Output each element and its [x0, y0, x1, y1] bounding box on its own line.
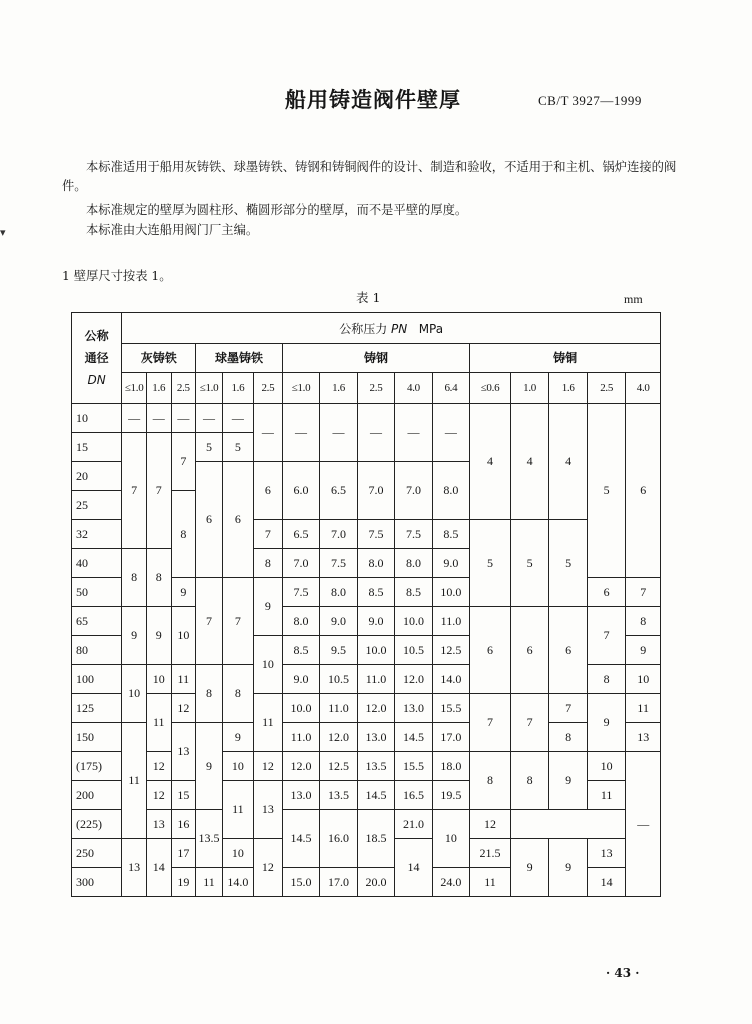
- thickness-cell: 21.0: [395, 810, 432, 839]
- pressure-cell: 6.4: [432, 373, 469, 404]
- thickness-cell: 8.5: [282, 636, 319, 665]
- thickness-cell: 7.0: [357, 462, 394, 520]
- thickness-cell: 8: [549, 723, 588, 752]
- pressure-cell: 2.5: [587, 373, 626, 404]
- ductile-iron-header: 球墨铸铁: [196, 344, 283, 373]
- thickness-cell: 11: [171, 665, 196, 694]
- thickness-cell: 12: [146, 752, 171, 781]
- thickness-cell: 11: [146, 694, 171, 752]
- dn-cell: (225): [72, 810, 122, 839]
- thickness-cell: 7.0: [395, 462, 432, 520]
- thickness-cell: 14.5: [282, 810, 319, 868]
- thickness-cell: 8: [222, 665, 253, 723]
- thickness-cell: 8: [171, 491, 196, 578]
- cast-bronze-header: 铸铜: [470, 344, 661, 373]
- thickness-cell: 8: [253, 549, 282, 578]
- pressure-cell: 2.5: [357, 373, 394, 404]
- thickness-cell: 10.0: [432, 578, 469, 607]
- thickness-cell: 18.0: [432, 752, 469, 781]
- clause-1: 1 壁厚尺寸按表 1。: [62, 269, 172, 283]
- dn-header: 公称 通径 DN: [72, 313, 122, 404]
- thickness-cell: 6: [253, 462, 282, 520]
- thickness-cell: 8: [587, 665, 626, 694]
- thickness-cell: 11: [253, 694, 282, 752]
- thickness-cell: 9: [510, 839, 549, 897]
- document-title: 船用铸造阀件壁厚: [285, 88, 461, 112]
- dn-cell: 65: [72, 607, 122, 636]
- thickness-cell: 12: [253, 752, 282, 781]
- thickness-cell: 6.0: [282, 462, 319, 520]
- thickness-cell: 10.5: [320, 665, 357, 694]
- thickness-cell: 16.0: [320, 810, 357, 868]
- thickness-cell: 13: [253, 781, 282, 839]
- thickness-cell: 10: [626, 665, 661, 694]
- dn-cell: 32: [72, 520, 122, 549]
- thickness-cell: 10: [122, 665, 147, 723]
- thickness-cell: 14: [587, 868, 626, 897]
- thickness-cell: 4: [549, 404, 588, 520]
- gray-iron-header: 灰铸铁: [122, 344, 196, 373]
- thickness-cell: 5: [510, 520, 549, 607]
- thickness-cell: 14.0: [222, 868, 253, 897]
- thickness-cell: 7: [171, 433, 196, 491]
- thickness-cell: —: [626, 752, 661, 897]
- thickness-cell: 7: [146, 433, 171, 549]
- thickness-cell: 15.5: [395, 752, 432, 781]
- thickness-cell: —: [222, 404, 253, 433]
- thickness-cell: 8.0: [357, 549, 394, 578]
- thickness-cell: —: [196, 404, 223, 433]
- thickness-cell: 9: [549, 839, 588, 897]
- dn-cell: 200: [72, 781, 122, 810]
- thickness-cell: 6.5: [320, 462, 357, 520]
- thickness-cell: 11: [587, 781, 626, 810]
- thickness-cell: 17.0: [320, 868, 357, 897]
- thickness-cell: 13.5: [320, 781, 357, 810]
- pressure-cell: 1.6: [146, 373, 171, 404]
- thickness-cell: 13: [626, 723, 661, 752]
- pressure-cell: 1.0: [510, 373, 549, 404]
- pressure-cell: ≤1.0: [196, 373, 223, 404]
- thickness-cell: 19: [171, 868, 196, 897]
- thickness-cell: 4: [470, 404, 511, 520]
- dn-cell: 100: [72, 665, 122, 694]
- thickness-cell: 19.5: [432, 781, 469, 810]
- thickness-cell: 12: [253, 839, 282, 897]
- thickness-cell: 7: [549, 694, 588, 723]
- thickness-cell: 8.0: [432, 462, 469, 520]
- thickness-cell: 15.0: [282, 868, 319, 897]
- thickness-cell: 12: [470, 810, 511, 839]
- thickness-cell: 7: [587, 607, 626, 665]
- thickness-cell: 14: [395, 839, 432, 897]
- thickness-cell: 9.0: [357, 607, 394, 636]
- thickness-cell: 6.5: [282, 520, 319, 549]
- thickness-cell: 13: [171, 723, 196, 781]
- dn-cell: 250: [72, 839, 122, 868]
- thickness-cell: —: [432, 404, 469, 462]
- thickness-cell: 13.0: [282, 781, 319, 810]
- thickness-cell: 11: [470, 868, 511, 897]
- thickness-cell: 7: [122, 433, 147, 549]
- thickness-cell: 17.0: [432, 723, 469, 752]
- thickness-cell: 11: [626, 694, 661, 723]
- thickness-cell: 6: [587, 578, 626, 607]
- thickness-cell: 9.0: [320, 607, 357, 636]
- thickness-cell: 6: [196, 462, 223, 578]
- thickness-cell: 11.0: [282, 723, 319, 752]
- pressure-cell: 2.5: [171, 373, 196, 404]
- pressure-header: 公称压力 PN MPa: [122, 313, 661, 344]
- pressure-cell: 1.6: [222, 373, 253, 404]
- thickness-cell: 9.0: [432, 549, 469, 578]
- thickness-cell: 13: [146, 810, 171, 839]
- thickness-cell: 11.0: [432, 607, 469, 636]
- thickness-cell: 9.0: [282, 665, 319, 694]
- thickness-cell: 5: [587, 404, 626, 578]
- dn-cell: 25: [72, 491, 122, 520]
- thickness-cell: 13: [587, 839, 626, 868]
- definition-paragraph: 本标准规定的壁厚为圆柱形、椭圆形部分的壁厚，而不是平壁的厚度。: [86, 203, 468, 217]
- thickness-cell: 12.0: [282, 752, 319, 781]
- thickness-cell: 10.0: [282, 694, 319, 723]
- thickness-cell: 16.5: [395, 781, 432, 810]
- thickness-cell: 10: [222, 752, 253, 781]
- thickness-cell: 4: [510, 404, 549, 520]
- thickness-cell: 17: [171, 839, 196, 868]
- pressure-cell: ≤0.6: [470, 373, 511, 404]
- thickness-cell: 12.0: [395, 665, 432, 694]
- page-number: · 43 ·: [606, 966, 640, 980]
- thickness-cell: —: [171, 404, 196, 433]
- dn-cell: 300: [72, 868, 122, 897]
- thickness-cell: 14.5: [357, 781, 394, 810]
- scope-paragraph: 本标准适用于船用灰铸铁、球墨铸铁、铸钢和铸铜阀件的设计、制造和验收，不适用于和主机、锅炉连接的阀件。: [62, 160, 677, 193]
- table-unit: mm: [624, 292, 643, 306]
- thickness-cell: 10.0: [395, 607, 432, 636]
- thickness-cell: 7.0: [282, 549, 319, 578]
- thickness-cell: 8.0: [282, 607, 319, 636]
- thickness-cell: 11.0: [320, 694, 357, 723]
- thickness-cell: 12.0: [357, 694, 394, 723]
- thickness-cell: 7: [253, 520, 282, 549]
- thickness-cell: 13.5: [196, 810, 223, 868]
- dn-cell: 15: [72, 433, 122, 462]
- dn-cell: 20: [72, 462, 122, 491]
- thickness-cell: 9: [196, 723, 223, 810]
- thickness-cell: 9: [171, 578, 196, 607]
- thickness-cell: 5: [222, 433, 253, 462]
- standard-code: CB/T 3927—1999: [538, 93, 642, 108]
- thickness-cell: —: [395, 404, 432, 462]
- thickness-cell: 9: [253, 578, 282, 636]
- thickness-cell: —: [320, 404, 357, 462]
- thickness-cell: 8.0: [395, 549, 432, 578]
- thickness-cell: 24.0: [432, 868, 469, 897]
- thickness-cell: 8: [510, 752, 549, 810]
- thickness-cell: 7.5: [395, 520, 432, 549]
- thickness-cell: 15: [171, 781, 196, 810]
- thickness-cell: 12: [171, 694, 196, 723]
- thickness-cell: 12.5: [320, 752, 357, 781]
- thickness-cell: —: [282, 404, 319, 462]
- table-caption: 表 1: [356, 290, 381, 305]
- wall-thickness-table: [71, 312, 661, 897]
- thickness-cell: 6: [470, 607, 511, 694]
- thickness-cell: 8.0: [320, 578, 357, 607]
- thickness-cell: 7: [626, 578, 661, 607]
- thickness-cell: —: [146, 404, 171, 433]
- thickness-cell: 10: [587, 752, 626, 781]
- thickness-cell: 15.5: [432, 694, 469, 723]
- thickness-cell: 8.5: [357, 578, 394, 607]
- thickness-cell: —: [357, 404, 394, 462]
- thickness-cell: 8: [196, 665, 223, 723]
- thickness-cell: 12.5: [432, 636, 469, 665]
- thickness-cell: 8: [146, 549, 171, 607]
- thickness-cell: 7.5: [357, 520, 394, 549]
- thickness-cell: 18.5: [357, 810, 394, 868]
- thickness-cell: 9: [146, 607, 171, 665]
- thickness-cell: 10: [146, 665, 171, 694]
- pressure-cell: 4.0: [395, 373, 432, 404]
- thickness-cell: 6: [510, 607, 549, 694]
- thickness-cell: 9: [587, 694, 626, 752]
- thickness-cell: 12: [146, 781, 171, 810]
- thickness-cell: 14.5: [395, 723, 432, 752]
- thickness-cell: 8: [470, 752, 511, 810]
- thickness-cell: 9: [626, 636, 661, 665]
- thickness-cell: 7: [222, 578, 253, 665]
- pressure-cell: ≤1.0: [282, 373, 319, 404]
- pressure-cell: 1.6: [549, 373, 588, 404]
- dn-cell: 150: [72, 723, 122, 752]
- thickness-cell: 7: [470, 694, 511, 752]
- pressure-cell: 4.0: [626, 373, 661, 404]
- margin-mark: ▾: [0, 226, 6, 239]
- dn-cell: 50: [72, 578, 122, 607]
- thickness-cell: 7: [510, 694, 549, 752]
- thickness-cell: 13.5: [357, 752, 394, 781]
- thickness-cell: 10.0: [357, 636, 394, 665]
- thickness-cell: 10: [171, 607, 196, 665]
- dn-cell: 10: [72, 404, 122, 433]
- thickness-cell: —: [253, 404, 282, 462]
- thickness-cell: 13.0: [395, 694, 432, 723]
- thickness-cell: 5: [549, 520, 588, 607]
- thickness-cell: 6: [222, 462, 253, 578]
- thickness-cell: 5: [196, 433, 223, 462]
- thickness-cell: 7.5: [282, 578, 319, 607]
- thickness-cell: 9: [549, 752, 588, 810]
- dn-cell: 80: [72, 636, 122, 665]
- thickness-cell: 20.0: [357, 868, 394, 897]
- pressure-cell: 1.6: [320, 373, 357, 404]
- thickness-cell: 10: [432, 810, 469, 868]
- thickness-cell: 7.5: [320, 549, 357, 578]
- thickness-cell: 7.0: [320, 520, 357, 549]
- dn-cell: (175): [72, 752, 122, 781]
- thickness-cell: 6: [549, 607, 588, 694]
- thickness-cell: 11: [222, 781, 253, 839]
- thickness-cell: 7: [196, 578, 223, 665]
- dn-cell: 40: [72, 549, 122, 578]
- drafter-paragraph: 本标准由大连船用阀门厂主编。: [86, 223, 259, 237]
- thickness-cell: —: [122, 404, 147, 433]
- thickness-cell: 14.0: [432, 665, 469, 694]
- thickness-cell: 13: [122, 839, 147, 897]
- thickness-cell: 11: [122, 723, 147, 839]
- thickness-cell: 8.5: [395, 578, 432, 607]
- thickness-cell: 9: [222, 723, 253, 752]
- thickness-cell: 10.5: [395, 636, 432, 665]
- dn-cell: 125: [72, 694, 122, 723]
- thickness-cell: 12.0: [320, 723, 357, 752]
- thickness-cell: 11: [196, 868, 223, 897]
- thickness-cell: 9: [122, 607, 147, 665]
- thickness-cell: 21.5: [470, 839, 511, 868]
- thickness-cell: 14: [146, 839, 171, 897]
- thickness-cell: 6: [626, 404, 661, 578]
- pressure-cell: 2.5: [253, 373, 282, 404]
- thickness-cell: 8.5: [432, 520, 469, 549]
- thickness-cell: 9.5: [320, 636, 357, 665]
- thickness-cell: 13.0: [357, 723, 394, 752]
- thickness-cell: 10: [222, 839, 253, 868]
- thickness-cell: 5: [470, 520, 511, 607]
- pressure-cell: ≤1.0: [122, 373, 147, 404]
- thickness-cell: 8: [626, 607, 661, 636]
- thickness-cell: 11.0: [357, 665, 394, 694]
- thickness-cell: 16: [171, 810, 196, 839]
- thickness-cell: 8: [122, 549, 147, 607]
- cast-steel-header: 铸钢: [282, 344, 469, 373]
- thickness-cell: 10: [253, 636, 282, 694]
